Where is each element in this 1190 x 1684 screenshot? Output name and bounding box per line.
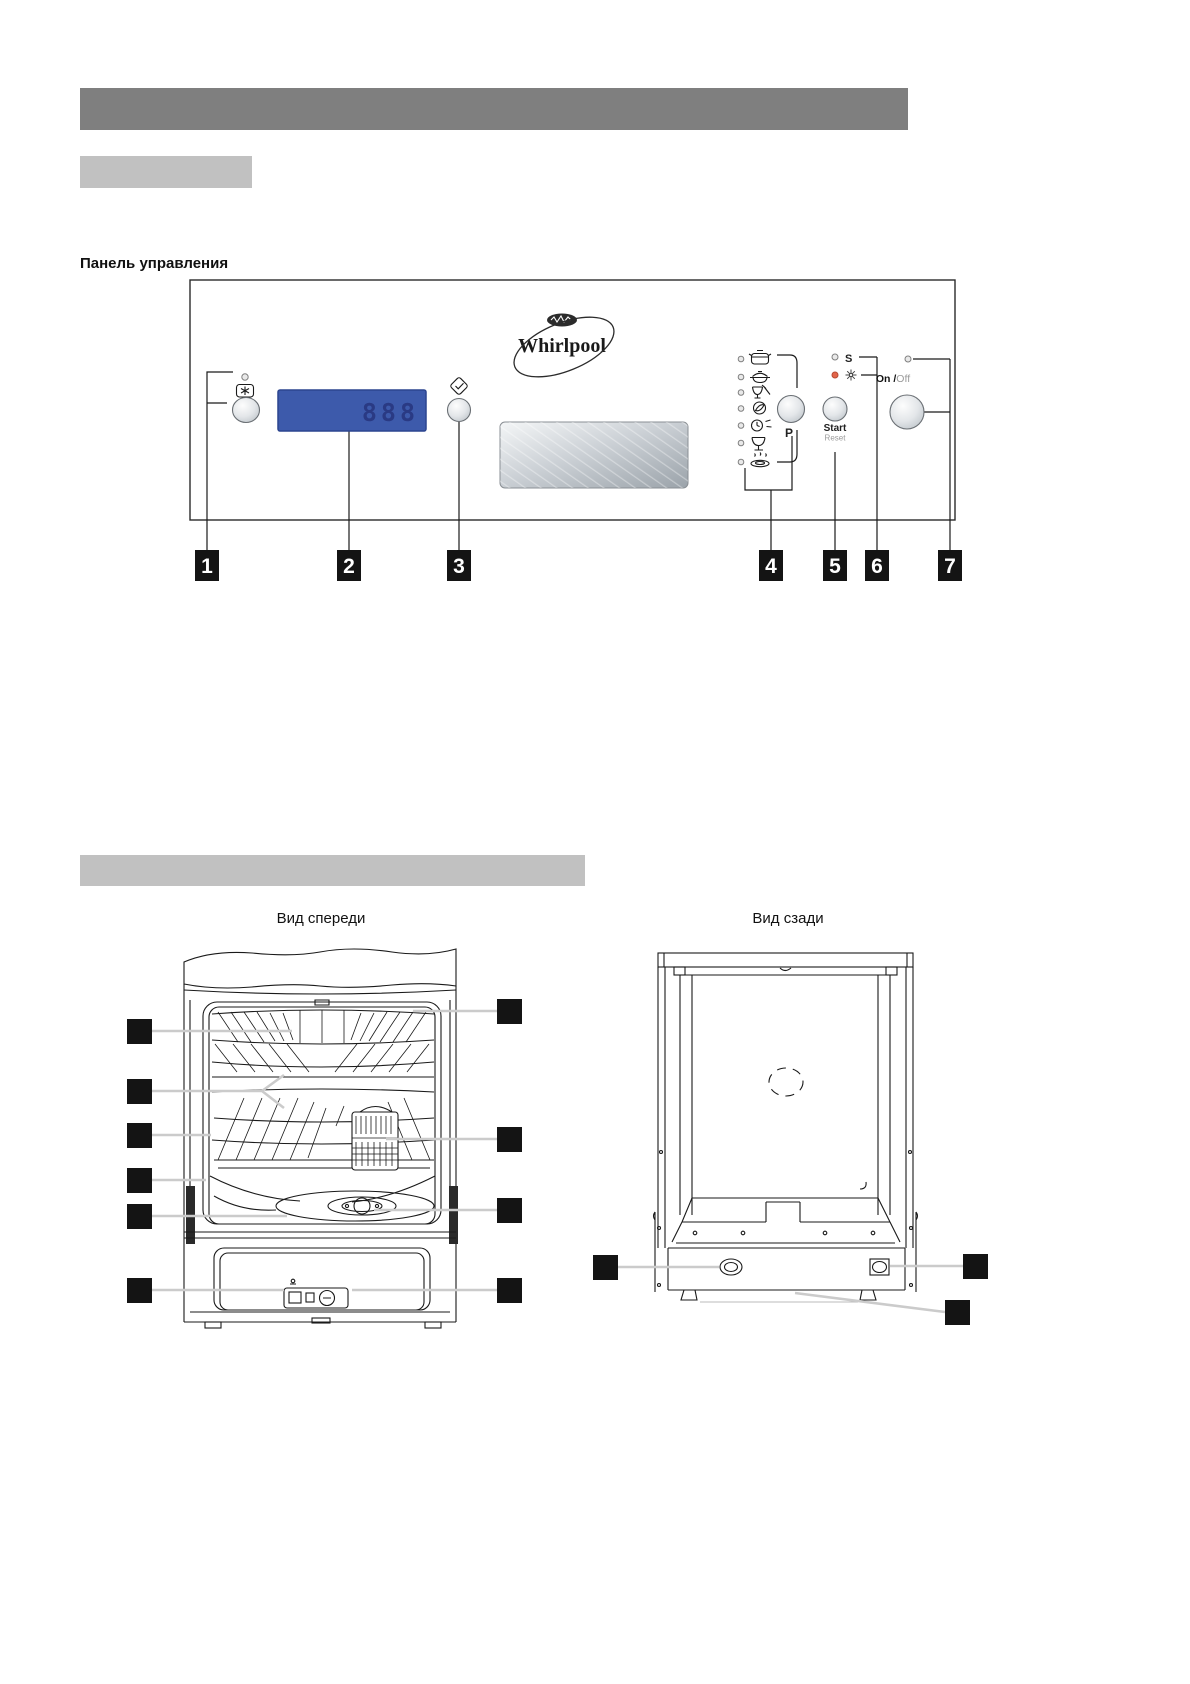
brand-name: Whirlpool <box>518 335 606 357</box>
front-callout-squares <box>127 999 522 1303</box>
front-callout-right-4 <box>497 1278 522 1303</box>
svg-text:5: 5 <box>829 555 841 578</box>
svg-text:2: 2 <box>343 555 355 578</box>
control-panel-diagram <box>150 268 1020 600</box>
front-callout-left-6 <box>127 1278 152 1303</box>
subheader-bar <box>80 156 252 188</box>
front-view-diagram <box>100 935 545 1340</box>
front-callout-left-2 <box>127 1079 152 1104</box>
onoff-led <box>905 356 911 362</box>
onoff-label: On /Off <box>875 373 911 385</box>
programme-button <box>778 396 805 423</box>
control-panel-heading: Панель управления <box>80 255 229 272</box>
svg-text:7: 7 <box>944 555 956 578</box>
header-bar <box>80 88 908 130</box>
salt-button <box>233 398 260 423</box>
s-indicator-label: S <box>845 353 853 365</box>
reset-label: Reset <box>824 433 846 443</box>
s-led <box>832 354 838 360</box>
display-digits: 888 <box>361 398 419 427</box>
salt-led <box>242 374 248 380</box>
rear-view-title: Вид сзади <box>752 910 824 927</box>
start-label: Start <box>823 423 847 434</box>
start-button <box>823 397 847 421</box>
front-callout-left-1 <box>127 1019 152 1044</box>
front-callout-right-2 <box>497 1127 522 1152</box>
front-callout-right-3 <box>497 1198 522 1223</box>
dishwasher-rear-art <box>654 953 918 1302</box>
display-group <box>278 390 426 431</box>
svg-text:4: 4 <box>765 555 777 578</box>
rear-callout-right-2 <box>945 1300 970 1325</box>
programme-button-label: P <box>784 426 794 440</box>
front-callout-left-4 <box>127 1168 152 1193</box>
front-callout-right-1 <box>497 999 522 1024</box>
rinse-aid-led <box>832 372 838 378</box>
rear-callout-left-1 <box>593 1255 618 1280</box>
front-callout-left-3 <box>127 1123 152 1148</box>
rear-callout-right-1 <box>963 1254 988 1279</box>
onoff-button <box>890 395 924 429</box>
svg-text:3: 3 <box>453 555 465 578</box>
front-callout-left-5 <box>127 1204 152 1229</box>
front-view-title: Вид спереди <box>276 910 366 927</box>
handle-plate <box>500 422 688 488</box>
rear-view-diagram <box>540 935 1000 1340</box>
svg-text:1: 1 <box>201 555 213 578</box>
option-button <box>448 399 471 422</box>
svg-text:6: 6 <box>871 555 883 578</box>
panel-callouts <box>195 550 962 581</box>
section-bar <box>80 855 585 886</box>
rear-leader-lines <box>618 1266 963 1312</box>
